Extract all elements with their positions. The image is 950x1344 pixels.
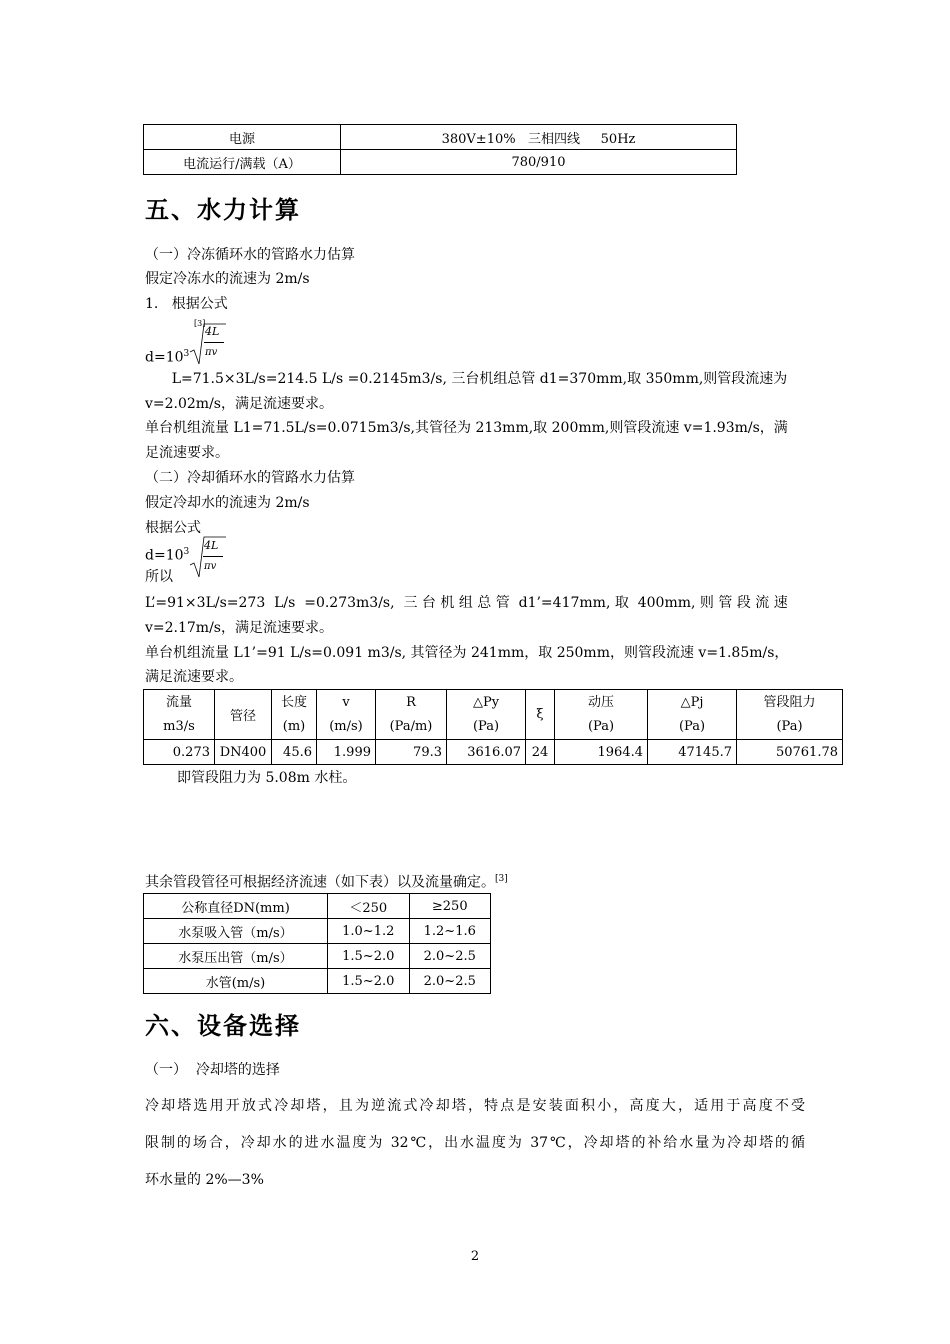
header-unit: (Pa) — [472, 718, 500, 734]
table-cell: 水泵吸入管（m/s） — [144, 919, 328, 944]
header-unit: m3/s — [163, 718, 195, 734]
table-row — [144, 740, 843, 765]
table-row — [144, 944, 491, 969]
table-cell: 1.2~1.6 — [409, 919, 491, 944]
table-row — [144, 969, 491, 994]
table-cell: 水管(m/s) — [144, 969, 328, 994]
paragraph: 单台机组流量 L1=71.5L/s=0.0715m3/s,其管径为 213mm,取 200mm,则管段流速 v=1.93m/s，满 — [145, 420, 788, 436]
table-header-row — [144, 894, 491, 919]
paragraph-text: 其余管段管径可根据经济流速（如下表）以及流量确定。 — [145, 874, 495, 891]
paragraph — [145, 869, 508, 893]
paragraph: 所以 — [145, 569, 173, 585]
table-cell: DN400 — [215, 740, 272, 765]
formula-index: [3] — [194, 319, 206, 328]
header-text: 动压 — [587, 694, 614, 710]
header-text: 管段阻力 — [763, 694, 816, 710]
formula-numerator: 4L — [204, 539, 219, 552]
paragraph: v=2.17m/s，满足流速要求。 — [145, 620, 333, 636]
page-number: 2 — [470, 1249, 480, 1264]
economic-velocity-table — [143, 893, 491, 994]
table-header-cell: 管径 — [215, 690, 272, 740]
table-header-cell: ≥250 — [409, 894, 491, 919]
formula-text: d=10 — [145, 349, 184, 366]
section-title: 六、设备选择 — [145, 1012, 301, 1040]
formula-prefix — [145, 542, 189, 566]
paragraph: 限制的场合，冷却水的进水温度为 32℃，出水温度为 37℃，冷却塔的补给水量为冷却塔的循 — [145, 1135, 805, 1151]
paragraph: L’=91×3L/s=273 L/s =0.273m3/s, 三 台 机 组 总 管 d1’=417mm, 取 400mm, 则 管 段 流 速 — [145, 595, 788, 611]
header-unit: (Pa) — [678, 718, 706, 734]
table-cell: 电流运行/满载（A） — [144, 150, 341, 175]
table-header-cell — [272, 690, 317, 740]
section-title: 五、水力计算 — [145, 196, 301, 224]
formula-prefix — [145, 344, 189, 368]
paragraph: L=71.5×3L/s=214.5 L/s =0.2145m3/s, 三台机组总管 d1=370mm,取 350mm,则管段流速为 — [145, 371, 788, 387]
table-cell: 1.5~2.0 — [328, 969, 410, 994]
paragraph: 单台机组流量 L1’=91 L/s=0.091 m3/s, 其管径为 241mm，取 250mm，则管段流速 v=1.85m/s， — [145, 645, 789, 661]
hydraulic-calc-table — [143, 689, 843, 765]
reference-mark: [3] — [495, 874, 508, 884]
header-unit: (Pa) — [587, 718, 615, 734]
header-unit: (Pa) — [776, 718, 803, 734]
paragraph: v=2.02m/s，满足流速要求。 — [145, 396, 333, 412]
table-row — [144, 150, 737, 175]
formula-exponent: 3 — [183, 547, 190, 557]
formula-text: d=10 — [145, 547, 184, 564]
table-header-cell — [376, 690, 447, 740]
paragraph: 环水量的 2%—3% — [145, 1172, 264, 1188]
table-cell: 电源 — [144, 125, 341, 150]
table-header-cell: ＜250 — [328, 894, 410, 919]
table-row — [144, 919, 491, 944]
table-row — [144, 125, 737, 150]
table-header-cell — [447, 690, 526, 740]
table-header-cell — [737, 690, 843, 740]
paragraph: 根据公式 — [145, 520, 201, 536]
paragraph: 假定冷却水的流速为 2m/s — [145, 495, 310, 511]
header-unit: (m/s) — [329, 718, 363, 734]
table-cell: 2.0~2.5 — [409, 944, 491, 969]
table-cell: 1.5~2.0 — [328, 944, 410, 969]
formula-denominator: πv — [205, 347, 218, 358]
header-text: v — [342, 694, 350, 710]
formula-exponent: 3 — [183, 349, 190, 359]
subsection-title: （二）冷却循环水的管路水力估算 — [145, 470, 355, 486]
table-cell: 380V±10% 三相四线 50Hz — [341, 125, 737, 150]
table-header-row — [144, 690, 843, 740]
paragraph: 1. 根据公式 — [145, 296, 228, 312]
power-table — [143, 124, 737, 175]
header-unit: (m) — [282, 718, 306, 734]
header-text: △Py — [472, 694, 500, 710]
header-text: R — [406, 694, 416, 710]
table-cell: 47145.7 — [648, 740, 737, 765]
table-cell: 45.6 — [272, 740, 317, 765]
table-header-cell — [555, 690, 648, 740]
fraction-line — [204, 342, 224, 343]
paragraph: 足流速要求。 — [145, 445, 229, 461]
table-header-cell: 公称直径DN(mm) — [144, 894, 328, 919]
table-cell: 24 — [526, 740, 555, 765]
table-cell: 1.0~1.2 — [328, 919, 410, 944]
table-cell: 2.0~2.5 — [409, 969, 491, 994]
subsection-title: （一） 冷却塔的选择 — [145, 1062, 280, 1078]
formula-denominator: πv — [204, 561, 217, 572]
fraction-line — [203, 556, 223, 557]
table-cell: 1.999 — [317, 740, 376, 765]
table-cell: 780/910 — [341, 150, 737, 175]
table-header-cell — [317, 690, 376, 740]
subsection-title: （一）冷冻循环水的管路水力估算 — [145, 247, 355, 263]
table-header-cell — [144, 690, 215, 740]
formula-numerator: 4L — [205, 325, 220, 338]
paragraph: 满足流速要求。 — [145, 669, 243, 685]
header-unit: (Pa/m) — [389, 718, 433, 734]
table-cell: 水泵压出管（m/s） — [144, 944, 328, 969]
paragraph: 即管段阻力为 5.08m 水柱。 — [177, 770, 357, 786]
paragraph: 假定冷冻水的流速为 2m/s — [145, 271, 310, 287]
table-cell: 79.3 — [376, 740, 447, 765]
table-header-cell — [648, 690, 737, 740]
table-cell: 50761.78 — [737, 740, 843, 765]
table-cell: 1964.4 — [555, 740, 648, 765]
table-cell: 0.273 — [144, 740, 215, 765]
header-text: △Pj — [680, 694, 704, 710]
table-header-cell: ξ — [526, 690, 555, 740]
header-text: 长度 — [280, 694, 307, 710]
header-text: 流量 — [165, 694, 192, 710]
paragraph: 冷却塔选用开放式冷却塔，且为逆流式冷却塔，特点是安装面积小，高度大，适用于高度不受 — [145, 1098, 805, 1114]
table-cell: 3616.07 — [447, 740, 526, 765]
